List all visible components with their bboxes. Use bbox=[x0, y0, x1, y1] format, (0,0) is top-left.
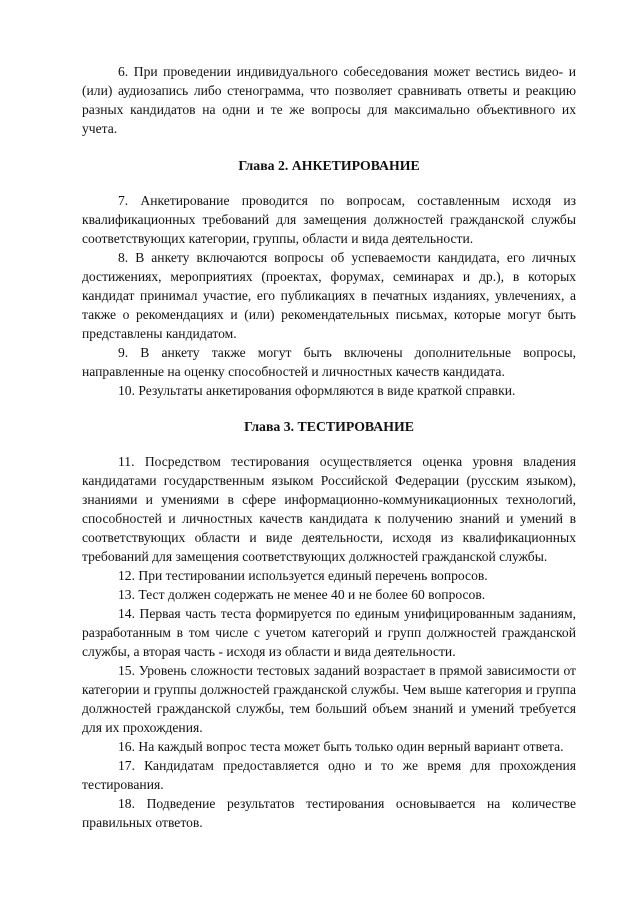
paragraph-7: 7. Анкетирование проводится по вопросам, составленным исходя из квалификационных требований для замещения должностей гражданской службы соответствующих категории, группы, области и вида деятельности. bbox=[82, 193, 576, 246]
paragraph-8: 8. В анкету включаются вопросы об успеваемости кандидата, его личных достижениях, мероприятиях (проектах, форумах, семинарах и др.), в которых кандидат принимал участие, его публикациях в печатных изданиях, увлечениях, а также о рекомендациях и (или) рекомендательных письмах, которые могут быть представлены кандидатом. bbox=[82, 250, 576, 341]
chapter-3-title: Глава 3. ТЕСТИРОВАНИЕ bbox=[244, 419, 414, 434]
paragraph-9: 9. В анкету также могут быть включены дополнительные вопросы, направленные на оценку способностей и личностных качеств кандидата. bbox=[82, 345, 576, 379]
page-content bbox=[82, 62, 576, 832]
paragraph-13: 13. Тест должен содержать не менее 40 и не более 60 вопросов. bbox=[118, 587, 486, 602]
paragraph-14: 14. Первая часть теста формируется по единым унифицированным заданиям, разработанным в том числе с учетом категорий и групп должностей гражданской службы, а вторая часть - исходя из области и вида деятельности. bbox=[82, 606, 576, 659]
paragraph-10: 10. Результаты анкетирования оформляются в виде краткой справки. bbox=[118, 383, 516, 398]
paragraph-15: 15. Уровень сложности тестовых заданий возрастает в прямой зависимости от категории и группы должностей гражданской службы. Чем выше категория и группа должностей гражданской службы, тем больший объем знаний и умений требуется для их прохождения. bbox=[82, 663, 576, 735]
paragraph-16: 16. На каждый вопрос теста может быть только один верный вариант ответа. bbox=[118, 739, 564, 754]
paragraph-18: 18. Подведение результатов тестирования основывается на количестве правильных ответов. bbox=[82, 796, 576, 830]
paragraph-12: 12. При тестировании используется единый перечень вопросов. bbox=[118, 568, 488, 583]
paragraph-17: 17. Кандидатам предоставляется одно и то же время для прохождения тестирования. bbox=[82, 758, 576, 792]
chapter-2-title: Глава 2. АНКЕТИРОВАНИЕ bbox=[238, 158, 420, 173]
paragraph-6: 6. При проведении индивидуального собеседования может вестись видео- и (или) аудиозапись либо стенограмма, что позволяет сравнивать ответы и реакцию разных кандидатов на одни и те же вопросы для максимально объективного их учета. bbox=[82, 64, 576, 136]
paragraph-11: 11. Посредством тестирования осуществляется оценка уровня владения кандидатами государственным языком Российской Федерации (русским языком), знаниями и умениями в сфере информационно-коммуникационных технологий, способностей и личностных качеств кандидата к получению знаний и умений в соответствующих области и виде деятельности, исходя из квалификационных требований для замещения соответствующих должностей гражданской службы. bbox=[82, 454, 576, 564]
